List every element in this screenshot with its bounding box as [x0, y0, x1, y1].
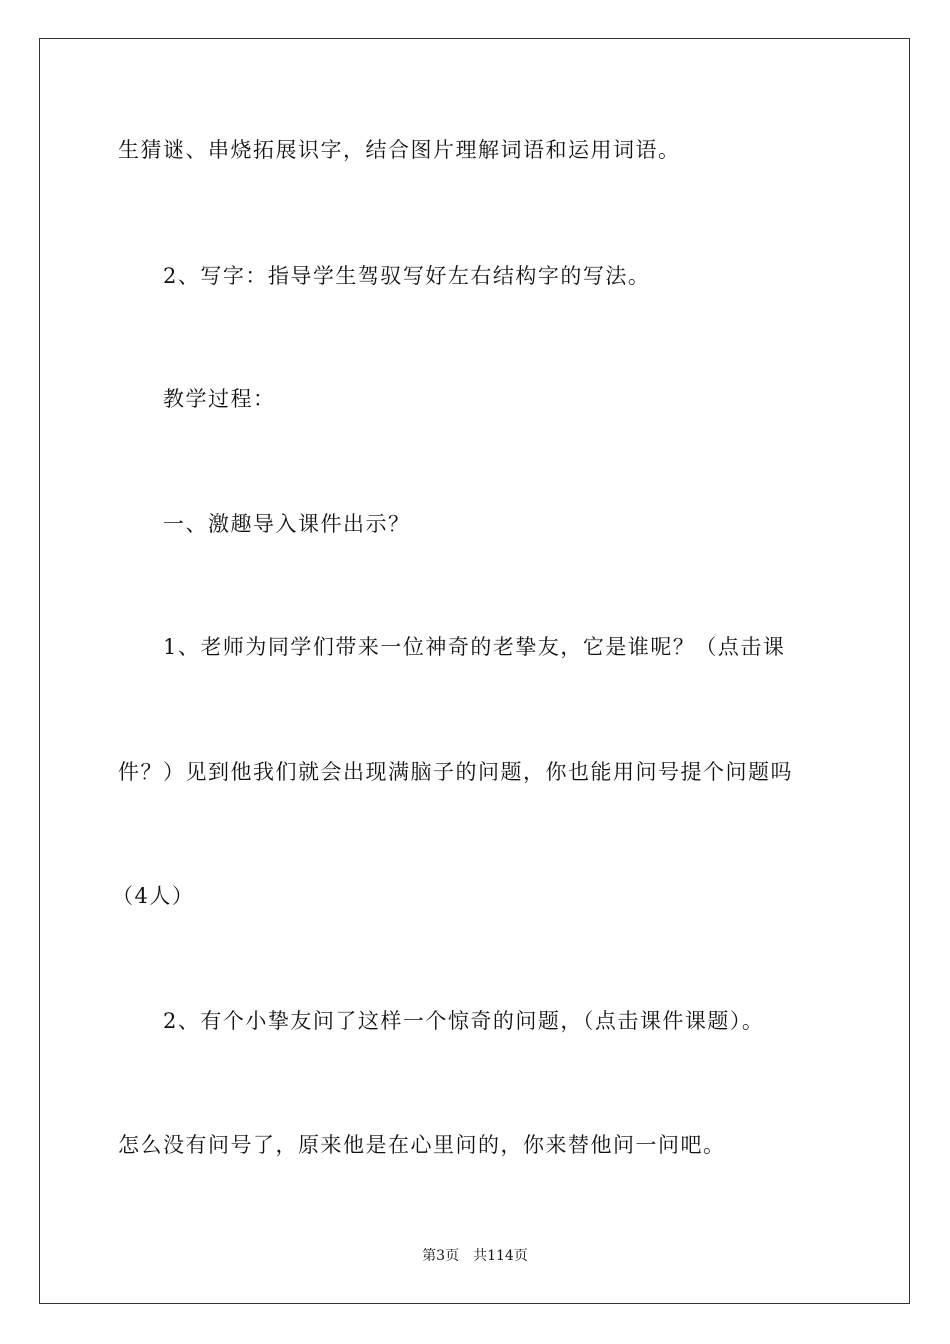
- paragraph-7: （4人）: [112, 884, 195, 908]
- paragraph-4: 一、激趣导入课件出示？: [163, 512, 411, 536]
- page-number: 第3页: [422, 1248, 460, 1264]
- page-footer: [0, 1245, 950, 1265]
- page-border: [39, 38, 910, 1304]
- paragraph-6: 件？）见到他我们就会出现满脑子的问题，你也能用问号提个问题吗: [118, 760, 793, 784]
- paragraph-9: 怎么没有问号了，原来他是在心里问的，你来替他问一问吧。: [118, 1133, 726, 1157]
- paragraph-8: 2、有个小挚友问了这样一个惊奇的问题，（点击课件课题）。: [163, 1009, 765, 1033]
- paragraph-3: 教学过程：: [163, 387, 276, 411]
- paragraph-5: 1、老师为同学们带来一位神奇的老挚友，它是谁呢？（点击课: [163, 635, 786, 659]
- paragraph-1: 生猜谜、串烧拓展识字，结合图片理解词语和运用词语。: [118, 138, 681, 162]
- page-total: 共114页: [473, 1248, 528, 1264]
- paragraph-2: 2、写字：指导学生驾驭写好左右结构字的写法。: [163, 264, 651, 288]
